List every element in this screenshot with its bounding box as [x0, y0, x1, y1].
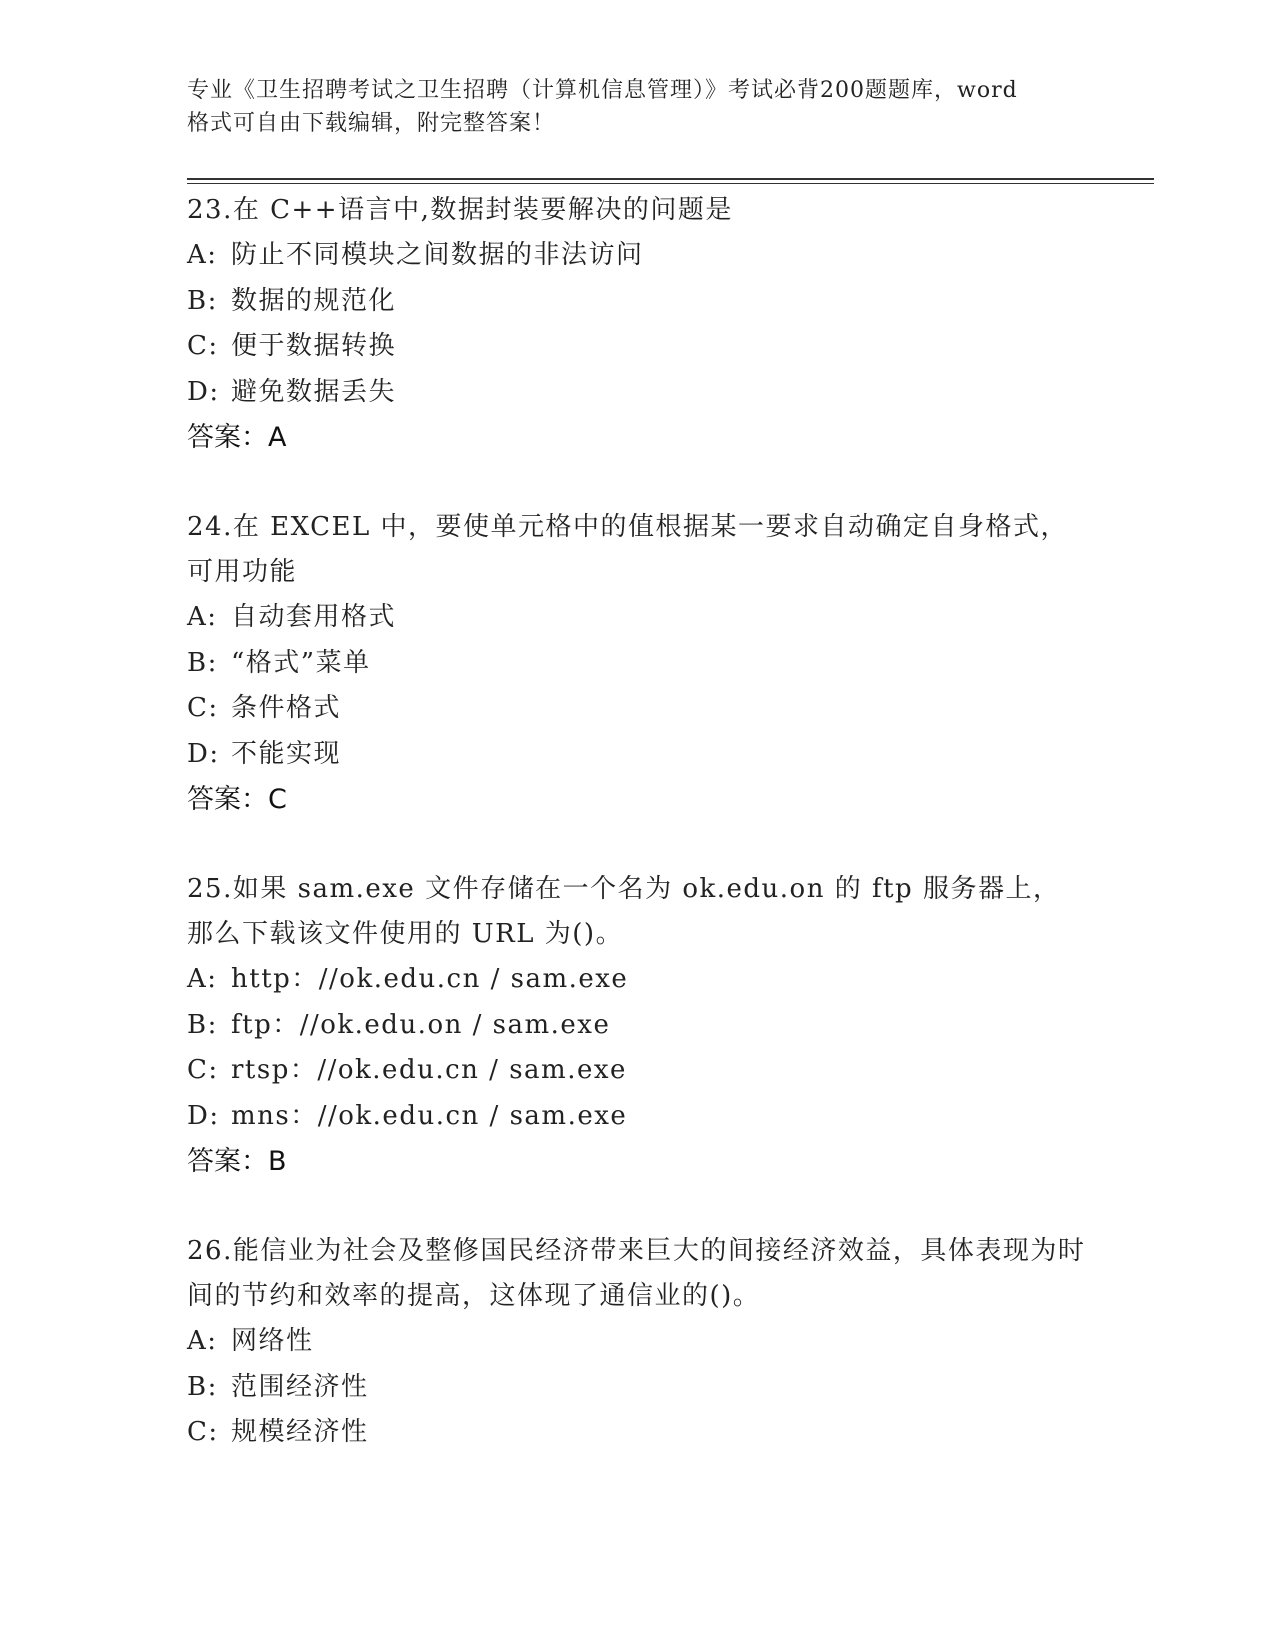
- option-key: A:: [187, 602, 218, 632]
- answer-line: 答案：B: [187, 1146, 287, 1177]
- option-text: 便于数据转换: [231, 331, 397, 361]
- option-b: [187, 1003, 1087, 1049]
- option-a: [187, 957, 1087, 1003]
- option-text: rtsp：//ok.edu.cn / sam.exe: [231, 1055, 627, 1085]
- option-key: C:: [187, 331, 219, 361]
- option-text: 条件格式: [231, 693, 342, 723]
- question-stem: 24.在 EXCEL 中，要使单元格中的值根据某一要求自动确定自身格式，可用功能: [187, 512, 1069, 587]
- option-c: [187, 1048, 1087, 1094]
- option-key: C:: [187, 1055, 219, 1085]
- question-list: [187, 188, 1087, 1501]
- header-line-2: 格式可自由下载编辑，附完整答案！: [187, 111, 556, 136]
- option-text: 范围经济性: [231, 1371, 369, 1402]
- question-24: [187, 505, 1087, 822]
- option-key: B:: [187, 647, 218, 678]
- header-divider-thin: [187, 183, 1154, 184]
- header-divider-thick: [187, 178, 1154, 180]
- option-key: A:: [187, 240, 218, 270]
- option-c: [187, 1410, 1087, 1456]
- option-b: [187, 279, 1087, 325]
- option-text: mns：//ok.edu.cn / sam.exe: [231, 1100, 628, 1131]
- question-stem: 25.如果 sam.exe 文件存储在一个名为 ok.edu.on 的 ftp 服务器上，那么下载该文件使用的 URL 为()。: [187, 874, 1061, 949]
- question-25: [187, 867, 1087, 1184]
- option-c: [187, 324, 1087, 370]
- document-header: [187, 74, 1087, 140]
- option-text: ftp：//ok.edu.on / sam.exe: [231, 1009, 611, 1040]
- question-stem: 23.在 C++语言中,数据封装要解决的问题是: [187, 195, 733, 225]
- option-d: [187, 1094, 1087, 1140]
- option-c: [187, 686, 1087, 732]
- option-key: D:: [187, 1100, 220, 1131]
- option-key: C:: [187, 693, 219, 723]
- option-text: “格式”菜单: [231, 647, 371, 678]
- option-d: [187, 732, 1087, 778]
- option-text: 自动套用格式: [231, 602, 397, 632]
- option-text: http：//ok.edu.cn / sam.exe: [231, 964, 629, 994]
- header-line-1: 专业《卫生招聘考试之卫生招聘（计算机信息管理）》考试必背200题题库，word: [187, 78, 1018, 103]
- question-26: [187, 1229, 1087, 1456]
- option-text: 不能实现: [231, 738, 342, 769]
- answer-line: 答案：A: [187, 422, 287, 453]
- option-text: 规模经济性: [231, 1417, 369, 1447]
- question-stem: 26.能信业为社会及整修国民经济带来巨大的间接经济效益，具体表现为时间的节约和效率的提高，这体现了通信业的()。: [187, 1236, 1086, 1311]
- option-key: D:: [187, 738, 220, 769]
- answer-line: 答案：C: [187, 784, 287, 815]
- option-a: [187, 595, 1087, 641]
- option-text: 网络性: [231, 1326, 314, 1356]
- option-text: 防止不同模块之间数据的非法访问: [231, 240, 644, 270]
- question-23: [187, 188, 1087, 460]
- option-key: A:: [187, 964, 218, 994]
- option-key: A:: [187, 1326, 218, 1356]
- option-key: B:: [187, 1371, 218, 1402]
- option-key: B:: [187, 1009, 218, 1040]
- option-a: [187, 1319, 1087, 1365]
- option-key: B:: [187, 285, 218, 316]
- option-text: 数据的规范化: [231, 285, 397, 316]
- option-d: [187, 370, 1087, 416]
- option-b: [187, 641, 1087, 687]
- option-b: [187, 1365, 1087, 1411]
- option-key: C:: [187, 1417, 219, 1447]
- option-key: D:: [187, 376, 220, 407]
- option-a: [187, 233, 1087, 279]
- option-text: 避免数据丢失: [231, 376, 397, 407]
